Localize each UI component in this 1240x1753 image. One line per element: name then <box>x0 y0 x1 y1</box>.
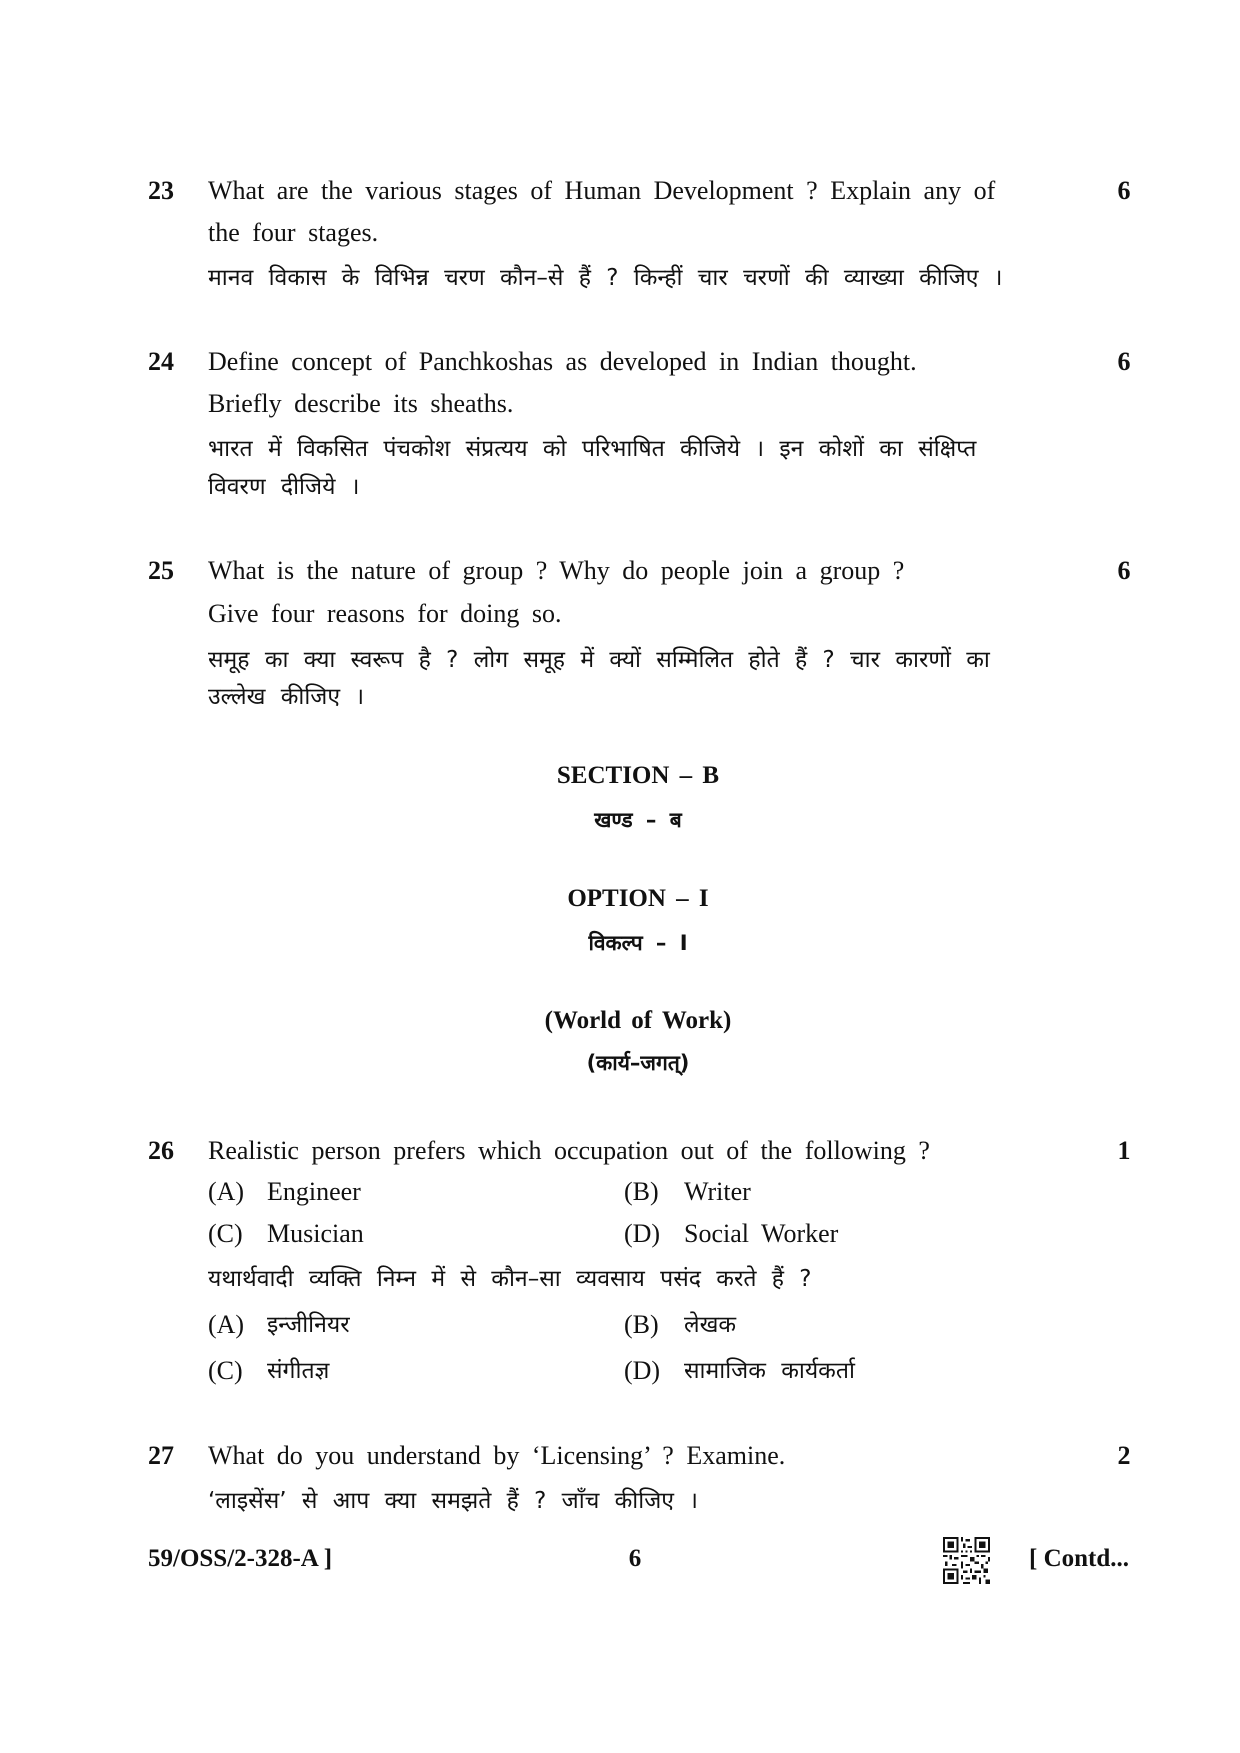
question-text-en: What is the nature of group ? Why do people join a group ? <box>208 556 905 585</box>
question-text-hi: ‘लाइसेंस’ से आप क्या समझते हैं ? जाँच कीजिए । <box>208 1488 699 1514</box>
page-number: 6 <box>628 1545 642 1572</box>
option-heading: OPTION – I <box>567 885 709 912</box>
question-text-en: the four stages. <box>208 218 379 247</box>
question-text-hi: उल्लेख कीजिए । <box>208 684 365 710</box>
question-text-en: What do you understand by ‘Licensing’ ? Examine. <box>208 1441 786 1470</box>
section-heading: SECTION – B <box>556 762 720 789</box>
option-a-key-hindi: (A) <box>208 1310 245 1339</box>
question-marks: 6 <box>1117 556 1131 585</box>
qr-code-icon <box>943 1537 990 1584</box>
option-b-text-hindi: लेखक <box>684 1312 737 1338</box>
question-text-hi: विवरण दीजिये । <box>208 474 360 500</box>
question-text-en: Give four reasons for doing so. <box>208 599 562 628</box>
question-text-en: Define concept of Panchkoshas as developed in Indian thought. <box>208 347 917 376</box>
option-b-key: (B) <box>624 1177 659 1206</box>
question-text-hi: यथार्थवादी व्यक्ति निम्न में से कौन–सा व्यवसाय पसंद करते हैं ? <box>208 1266 812 1292</box>
question-number: 23 <box>148 176 174 205</box>
option-d-key: (D) <box>624 1219 661 1248</box>
question-text-en: Realistic person prefers which occupation out of the following ? <box>208 1136 930 1165</box>
topic-heading: (World of Work) <box>544 1007 732 1034</box>
question-number: 25 <box>148 556 174 585</box>
option-c-text: Musician <box>267 1219 364 1248</box>
question-text-hi: मानव विकास के विभिन्न चरण कौन–से हैं ? किन्हीं चार चरणों की व्याख्या कीजिए । <box>208 265 1003 291</box>
question-marks: 2 <box>1117 1441 1131 1470</box>
option-a-text-hindi: इन्जीनियर <box>267 1312 350 1338</box>
question-number: 27 <box>148 1441 174 1470</box>
option-c-key-hindi: (C) <box>208 1356 243 1385</box>
paper-code: 59/OSS/2-328-A ] <box>148 1545 333 1572</box>
option-d-key-hindi: (D) <box>624 1356 661 1385</box>
option-d-text: Social Worker <box>684 1219 839 1248</box>
question-number: 26 <box>148 1136 174 1165</box>
question-text-hi: समूह का क्या स्वरूप है ? लोग समूह में क्यों सम्मिलित होते हैं ? चार कारणों का <box>208 647 990 673</box>
question-marks: 1 <box>1117 1136 1131 1165</box>
question-text-en: Briefly describe its sheaths. <box>208 389 514 418</box>
question-text-en: What are the various stages of Human Development ? Explain any of <box>208 176 996 205</box>
option-a-text: Engineer <box>267 1177 361 1206</box>
option-d-text-hindi: सामाजिक कार्यकर्ता <box>684 1358 855 1384</box>
question-text-hi: भारत में विकसित पंचकोश संप्रत्यय को परिभाषित कीजिये । इन कोशों का संक्षिप्त <box>208 436 977 462</box>
option-c-key: (C) <box>208 1219 243 1248</box>
continued-label: [ Contd... <box>1029 1545 1130 1572</box>
option-c-text-hindi: संगीतज्ञ <box>267 1358 330 1384</box>
option-a-key: (A) <box>208 1177 245 1206</box>
option-b-key-hindi: (B) <box>624 1310 659 1339</box>
question-number: 24 <box>148 347 174 376</box>
option-heading-hindi: विकल्प – I <box>588 931 688 955</box>
topic-heading-hindi: (कार्य–जगत्) <box>586 1051 690 1075</box>
section-heading-hindi: खण्ड – ब <box>594 808 682 832</box>
question-marks: 6 <box>1117 347 1131 376</box>
question-marks: 6 <box>1117 176 1131 205</box>
option-b-text: Writer <box>684 1177 751 1206</box>
